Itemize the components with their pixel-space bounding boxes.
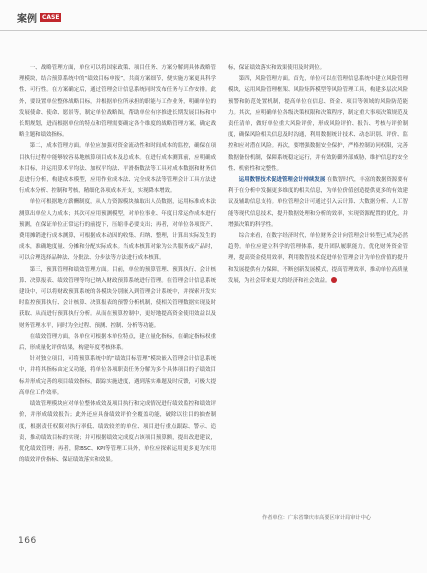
section-body: 在数智时代，丰富的数据资源要有利于在分析中发掘更多维度的相关信息，为单位价值创造提供更多的有效建议及辅助信息支持。单位管理会计可通过引入云计算、大数据分析、人工智能等现代信息技术，提升数据处理和分析的效率，实现资源配置的优化，并增强决策的科学性。: [228, 177, 408, 228]
left-column: [19, 63, 216, 466]
right-column: [228, 63, 408, 287]
section-label: [17, 11, 61, 23]
closing-text: 综合来看，在数字经济时代，单位财务会计向管理会计转型已成为必然趋势。单位应建立科学的管理体系，提升团队履职能力，优化财务资金管理，提高资金使用效率，利用数智技术促进单位管理会计为单位价值的提升和发展提供有力保障，不断创新发展模式，提高管理效率，推动单位高质量发展，为社会带来更大的经济和社会效益。: [228, 233, 408, 284]
closing-paragraph: [228, 231, 408, 287]
paragraph: 一、战略管理方面，单位可以将国家政策、项目任务、方案分解到具体战略管理模块，结合预算系统中的“绩效目标申报”，共商方案细节，便实施方案更具科学性、可行性。在方案确定后，通过管理会计信息系统同时发布任务与工作安排。此外，要设置单位整体战略目标，并根据单位所承担的职能与工作业务，明确单位的发展使命、使命、愿景等，制定单位战略图，帮助单位有序推进长期发展目标和中长期规划，进而根据单位的特点和管理需要确定各个维度的战略管理方案，确定战略主题和绩效指标。: [19, 65, 216, 139]
paragraph: 绩效管理模块应对单位整体成效及项目执行和完成情况进行绩效监控和绩效评价，并形成绩效报告；此外还应具备绩效评价全覆盖功能，破除以往目的抽查制度，根据责任权限对执行率低、绩效较差的单位、项目进行重点跟踪、警示、追责，推动绩效目标的实现；并可根据绩效完成度占该项目预算额，提出改进建议，优化绩效管理；再者，除BSC、KPI等管理工具外，单位应探索运用更多更为实用的绩效评价指标、保证绩效落实和效果。: [19, 401, 216, 464]
page-header: [0, 0, 427, 31]
section-badge: CASE: [42, 13, 60, 21]
page-number: 166: [18, 536, 37, 546]
section-title: 案例: [17, 13, 37, 25]
paragraph: 单位可根据地方薪酬制度，从人力资源模块抽取出人员数据，运用标准成本法测算出单位人力成本；其次可应用预测模型，对单位事业、年度日常运作成本进行预测，在保证单位正常运行的前提下，压缩非必要支出；再者，对单位各项资产、费用摊销进行成本测算，可根据成本动因的收集、归纳、整理，计算出实际发生的成本，准确地度量、分摊和分配实际成本。当成本核算对象为公共服务或产品时，可以合理选择品种法、分批法、分步法等方法进行成本核算。: [19, 199, 216, 262]
end-mark-icon: [331, 277, 337, 283]
section-paragraph: [228, 175, 408, 231]
section-heading: 运用数智技术促进管理会计持续发展: [238, 177, 326, 184]
paragraph: 第二，成本管理方面。单位应加强对资金流动性和时间成本的监控，确保在项目执行过程中能够较容易地核算项目成本及总成本。在进行成本测算前，应明确成本目标，并运用算术平均法、加权平均法、平滑指数法等工具对成本数据和财务信息进行分析，构建成本模型，应用作业成本法、完全成本法等管理会计工具方法进行成本分析、控制和考核，精细化各项成本开支，实现降本增效。: [19, 143, 216, 195]
paragraph: 在绩效管理方面，各单位可根据本单位特点，建立量化指标，在确定指标权重后，形成量化评价结果，构建年度考核体系。: [19, 333, 216, 352]
paragraph-continuation: 标，保证绩效落实和效果使用及时到位。: [228, 65, 326, 71]
paragraph: 针对独立项目，可将预算系统中的“绩效目标管理”模块嵌入管理会计信息系统中，并将其指标由定义功能，将单位各项职责任务分解为多个具体项目的子绩效目标并形成完善的项目绩效指标，跟踪实施进度，遇到落实难题及时反馈，可极大提高单位工作效率。: [19, 356, 216, 396]
author-affiliation: 作者单位：广东省肇庆市高要区审计局审计中心: [262, 515, 371, 521]
paragraph: 第三，预算管理和绩效管理方面。目前，单位的预算管理、预算执行、会计核算、决算报表、绩效管理等均已纳入财政预算系统进行管理。在管理会计信息系统建设中，可以将财政预算系统的各模块分别嵌入到管理会计系统中，并探索开发实时监控预算执行、会计核算、决算报表的预警分析机制，使相关管理数据实现及时获取、从而进行预算执行分析。从而在预算控制中，更好地提高资金使用效益以及财务管理水平，同时为全过程、预测、控制、分析等功能。: [19, 266, 216, 329]
paragraph: 第四，风险管理方面。首先，单位可以在管理信息系统中建立风险管理模块，运用风险管理框架、风险矩阵模型等风险管理工具，构建多层次风险预警和防范处置机制，提高单位在信息、资金、项目等领域的风险防范能力。其次，应明确单位各级决策权限和决策程序，制定重大事项决策规范及责任清单，做好单位重大风险评价，形成风险评价、报告、考核与评价制度，确保风险相关信息及时沟通，利用数据统计技术、动态识别、评价、监控和应对潜在风险。再次，要增强数据安全保护，严格控制访问权限，完善数据备份机制，保障系统稳定运行，并有效防御外部威胁，维护信息的安全性、机密性和完整性。: [228, 76, 408, 172]
